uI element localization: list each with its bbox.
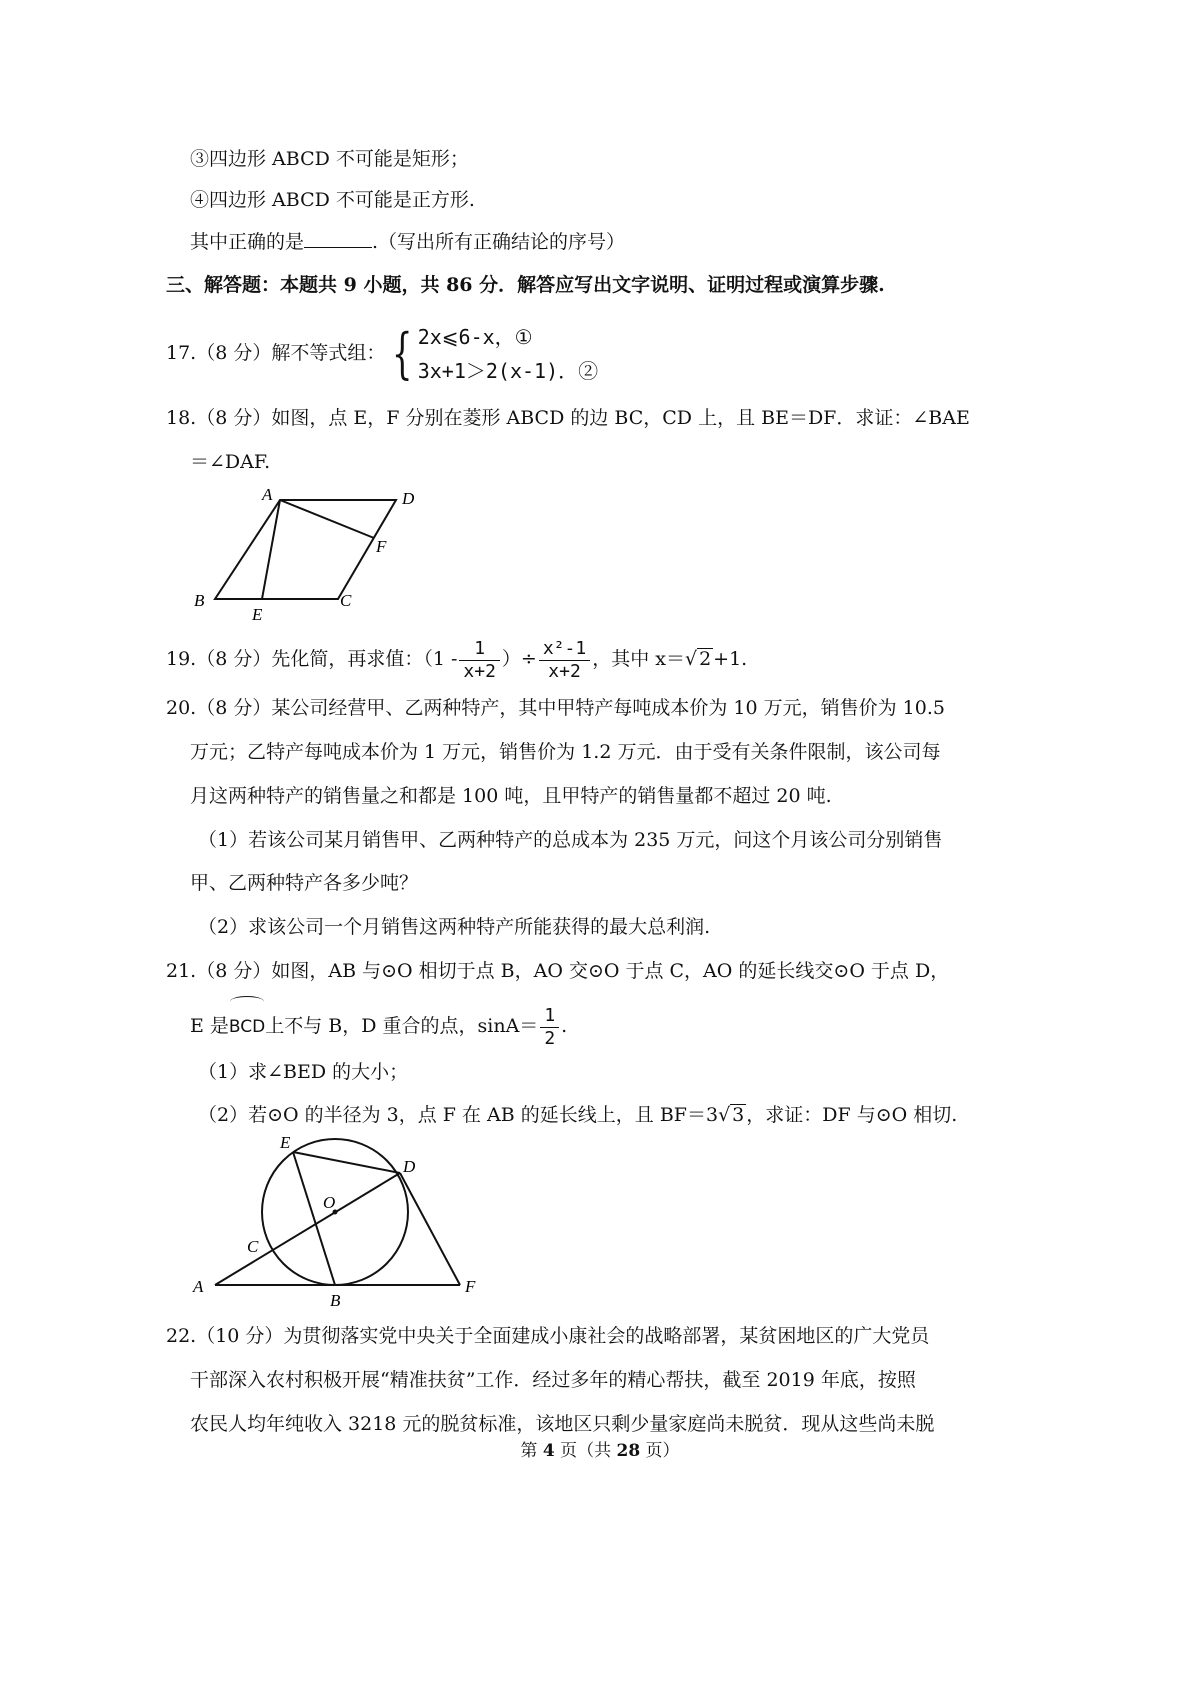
label-c: C [340,591,352,610]
q16-prompt [190,228,625,256]
q19-div: ）÷ [501,648,537,670]
line-eb [293,1152,335,1285]
q20-line-3: 月这两种特产的销售量之和都是 100 吨，且甲特产的销售量都不超过 20 吨. [190,785,832,807]
line-df [400,1173,460,1285]
footer-text-a: 第 [520,1441,543,1461]
footer-total-pages: 28 [616,1441,641,1461]
page-footer [0,1436,1200,1461]
q22-line-3: 农民人均年纯收入 3218 元的脱贫标准，该地区只剩少量家庭尚未脱贫．现从这些尚未脱 [190,1413,935,1435]
footer-text-c: 页） [640,1441,680,1461]
answer-blank [304,229,372,248]
label-f2: F [465,1277,476,1296]
line-ad [215,1173,400,1285]
q20-line-2: 万元；乙特产每吨成本价为 1 万元，销售价为 1.2 万元．由于受有关条件限制，该公司每 [190,741,941,763]
fraction-1-num: 1 [459,638,500,661]
q21-line-2-b: 上不与 B，D 重合的点，sinA＝ [265,1015,539,1037]
system-brace: { [392,322,413,385]
sqrt-radicand: 2 [699,648,712,670]
sqrt-radicand-2: 3 [732,1104,745,1126]
q19-stem: 19.（8 分）先化简，再求值：（1 - [166,648,458,670]
sqrt-sign-2: √ [718,1104,731,1126]
arc-bcd: BCD [229,996,265,1052]
q18-line-2: ＝∠DAF. [190,451,271,473]
q18-line-1: 18.（8 分）如图，点 E，F 分别在菱形 ABCD 的边 BC，CD 上，且 BE＝DF．求证：∠BAE [166,407,970,429]
q17 [166,318,598,388]
inequality-2: 3x+1＞2(x-1)．② [417,359,599,383]
segment-af [280,500,374,538]
circle-figure [185,1130,495,1310]
section-3-heading: 三、解答题：本题共 9 小题，共 86 分．解答应写出文字说明、证明过程或演算步骤. [166,274,885,296]
label-a2: A [193,1277,204,1296]
label-o: O [323,1193,336,1212]
q20-part-1-line-1: （1）若该公司某月销售甲、乙两种特产的总成本为 235 万元，问这个月该公司分别销售 [198,829,943,851]
fraction-1-den: x+2 [463,660,496,682]
label-b2: B [330,1291,341,1310]
fraction-2-num: x²-1 [539,638,590,661]
label-d2: D [403,1157,416,1176]
fraction-2 [539,638,590,683]
q21-line-2-c: . [561,1015,568,1037]
q21-line-2-a: E 是 [190,1015,229,1037]
inequality-system [418,320,598,388]
q21-part-1: （1）求∠BED 的大小； [198,1061,409,1083]
inequality-1: 2x⩽6-x，① [417,325,533,349]
line-ed [293,1152,400,1173]
q19-tail-b: +1. [713,648,748,670]
q21-part-2-b: ，求证：DF 与⊙O 相切. [746,1104,958,1126]
q16-item-4: ④四边形 ABCD 不可能是正方形. [190,189,475,211]
label-f: F [376,537,387,556]
q20-line-1: 20.（8 分）某公司经营甲、乙两种特产，其中甲特产每吨成本价为 10 万元，销售价为 10.5 [166,697,945,719]
q21-part-2-a: （2）若⊙O 的半径为 3，点 F 在 AB 的延长线上，且 BF＝3 [198,1104,719,1126]
sin-num: 1 [540,1005,559,1028]
rhombus-abcd [215,500,396,599]
label-d: D [402,489,415,508]
rhombus-diagram [180,480,440,625]
q21-part-2 [198,1101,957,1129]
fraction-1 [459,638,500,683]
q20-part-1-line-2: 甲、乙两种特产各多少吨？ [190,872,419,894]
label-b: B [194,591,205,610]
q20-part-2: （2）求该公司一个月销售这两种特产所能获得的最大总利润. [198,916,711,938]
sqrt-sign: √ [684,648,698,670]
footer-text-b: 页（共 [554,1441,617,1461]
q16-item-3: ③四边形 ABCD 不可能是矩形； [190,148,469,170]
label-e2: E [280,1133,291,1152]
q22-line-1: 22.（10 分）为贯彻落实党中央关于全面建成小康社会的战略部署，某贫困地区的广大党员 [166,1325,930,1347]
footer-page-number: 4 [542,1441,555,1461]
q16-prompt-a: 其中正确的是 [190,231,305,253]
q16-prompt-b: .（写出所有正确结论的序号） [372,231,626,253]
q19-tail-a: ，其中 x＝ [592,648,685,670]
rhombus-figure [180,480,440,625]
label-a: A [262,485,273,504]
q21-line-2 [190,996,567,1052]
circle-diagram [185,1130,495,1310]
label-c2: C [247,1237,259,1256]
q21-line-1: 21.（8 分）如图，AB 与⊙O 相切于点 B，AO 交⊙O 于点 C，AO 的延长线交⊙O 于点 D， [166,960,950,982]
sin-fraction [540,1005,559,1050]
q22-line-2: 干部深入农村积极开展“精准扶贫”工作．经过多年的精心帮扶，截至 2019 年底，按照 [190,1369,916,1391]
q19 [166,634,747,684]
label-e: E [252,605,263,624]
fraction-2-den: x+2 [548,660,581,682]
q17-stem: 17.（8 分）解不等式组： [166,342,386,364]
sin-den: 2 [544,1027,556,1049]
